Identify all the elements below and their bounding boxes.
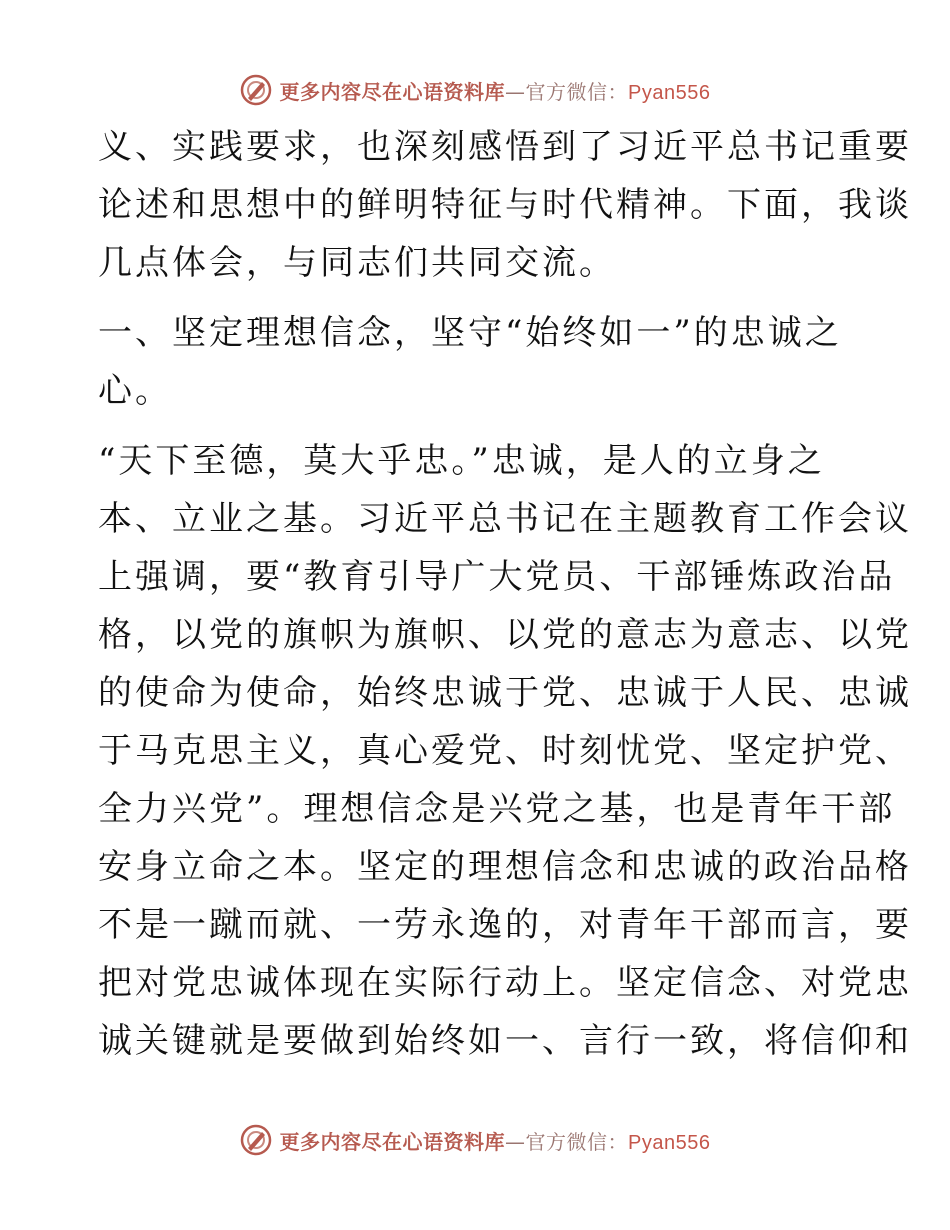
section-heading-1 (98, 304, 858, 420)
paragraph-loyalty (98, 432, 912, 1070)
footer-banner-wechat-id: Pyan556 (628, 1131, 711, 1154)
footer-banner-wechat-label: 官方微信： (525, 1129, 629, 1154)
header-banner-separator: — (505, 79, 526, 104)
footer-watermark-banner (0, 1120, 950, 1160)
text-line: 几点体会，与同志们共同交流。 (98, 243, 616, 283)
text-line: 把对党忠诚体现在实际行动上。坚定信念、对党忠 (98, 963, 912, 1003)
text-line: 于马克思主义，真心爱党、时刻忧党、坚定护党、 (98, 731, 912, 771)
text-line: 论述和思想中的鲜明特征与时代精神。下面，我谈 (98, 185, 912, 225)
text-line: 本、立业之基。习近平总书记在主题教育工作会议 (98, 499, 912, 539)
text-line: 诚关键就是要做到始终如一、言行一致，将信仰和 (98, 1021, 912, 1061)
document-body (98, 118, 912, 1070)
text-line: 心。 (98, 371, 172, 411)
text-line: “天下至德，莫大乎忠。”忠诚，是人的立身之 (98, 441, 825, 481)
text-line: 不是一蹴而就、一劳永逸的，对青年干部而言，要 (98, 905, 912, 945)
text-line: 上强调，要“教育引导广大党员、干部锤炼政治品 (98, 557, 896, 597)
header-banner-brand: 更多内容尽在心语资料库 (279, 79, 506, 104)
text-line: 全力兴党”。理想信念是兴党之基，也是青年干部 (98, 789, 896, 829)
header-watermark-banner (0, 70, 950, 110)
brand-logo-icon (240, 1124, 272, 1156)
text-line: 安身立命之本。坚定的理想信念和忠诚的政治品格 (98, 847, 912, 887)
header-banner-wechat-id: Pyan556 (628, 81, 711, 104)
footer-banner-separator: — (505, 1129, 526, 1154)
brand-logo-icon (240, 74, 272, 106)
text-line: 一、坚定理想信念，坚守“始终如一”的忠诚之 (98, 313, 842, 353)
footer-banner-brand: 更多内容尽在心语资料库 (279, 1129, 506, 1154)
text-line: 格，以党的旗帜为旗帜、以党的意志为意志、以党 (98, 615, 912, 655)
text-line: 的使命为使命，始终忠诚于党、忠诚于人民、忠诚 (98, 673, 912, 713)
footer-banner-text (280, 1126, 711, 1155)
header-banner-wechat-label: 官方微信： (525, 79, 629, 104)
header-banner-text (280, 76, 711, 105)
paragraph-intro-continuation (98, 118, 912, 292)
text-line: 义、实践要求，也深刻感悟到了习近平总书记重要 (98, 127, 912, 167)
